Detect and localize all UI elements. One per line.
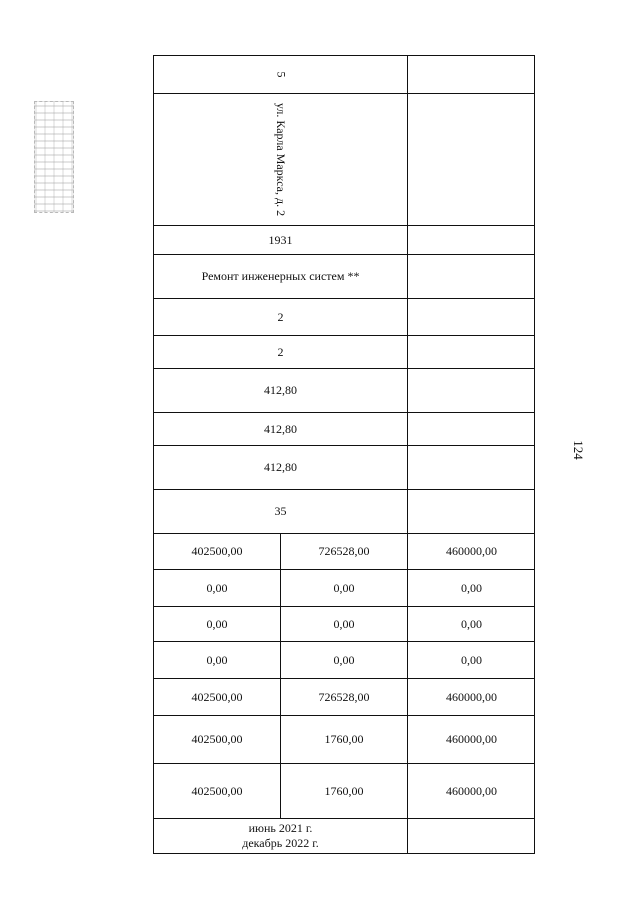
table-row [154, 763, 534, 818]
table-row [154, 254, 534, 298]
period-cell [154, 819, 408, 853]
table-cell: 0,00 [461, 616, 482, 631]
table-cell: 2 [154, 336, 408, 368]
table-cell-empty [408, 94, 535, 225]
table-cell [154, 56, 408, 93]
table-cell: 1931 [154, 226, 408, 254]
table-cell: 460000,00 [446, 783, 497, 798]
table-cell: 2 [154, 299, 408, 335]
table-row [154, 489, 534, 533]
page-number-text: 124 [571, 440, 586, 460]
table-row [154, 818, 534, 853]
table-cell-empty [408, 336, 535, 368]
table-cell-empty [408, 56, 535, 93]
page-number [568, 436, 588, 464]
table-cell: 0,00 [154, 642, 281, 678]
table-row [154, 335, 534, 368]
table-row [154, 412, 534, 445]
table-cell-empty [408, 299, 535, 335]
table-cell: 0,00 [281, 607, 408, 641]
table-row [154, 606, 534, 641]
table-cell: 0,00 [154, 570, 281, 606]
table-cell: 35 [154, 490, 408, 533]
table-row [154, 533, 534, 569]
table-cell-empty [408, 255, 535, 298]
table-cell: 402500,00 [154, 679, 281, 715]
address-text: ул. Карла Маркса, д. 2 [273, 102, 288, 217]
period-start: июнь 2021 г. [248, 821, 313, 835]
table-cell: 726528,00 [281, 679, 408, 715]
table-row [154, 641, 534, 678]
table-cell [154, 94, 408, 225]
table-row [154, 715, 534, 763]
table-cell: 460000,00 [446, 544, 497, 558]
table-cell: 412,80 [154, 413, 408, 445]
table-cell: 460000,00 [446, 732, 497, 746]
table-cell: 726528,00 [281, 534, 408, 569]
table-cell: 0,00 [461, 652, 482, 667]
table-row [154, 56, 534, 93]
cell-text: 5 [274, 71, 288, 78]
table-row [154, 93, 534, 225]
table-cell: 402500,00 [154, 764, 281, 818]
table-row [154, 569, 534, 606]
table-cell-empty [408, 226, 535, 254]
table-row [154, 298, 534, 335]
table-cell: 412,80 [154, 369, 408, 412]
data-table [153, 55, 535, 854]
table-row [154, 225, 534, 254]
table-cell-empty [408, 819, 535, 853]
table-cell-empty [408, 490, 535, 533]
table-cell: 402500,00 [154, 716, 281, 763]
period-end: декабрь 2022 г. [242, 836, 319, 850]
table-cell: 0,00 [461, 580, 482, 595]
table-row [154, 368, 534, 412]
table-cell-empty [408, 369, 535, 412]
table-cell: 1760,00 [281, 764, 408, 818]
table-row [154, 445, 534, 489]
table-row [154, 678, 534, 715]
table-cell: 0,00 [281, 570, 408, 606]
table-cell: 460000,00 [446, 689, 497, 704]
stamp-mark [34, 101, 74, 213]
table-cell-empty [408, 413, 535, 445]
table-cell: 0,00 [281, 642, 408, 678]
table-cell: Ремонт инженерных систем ** [154, 255, 408, 298]
table-cell: 0,00 [154, 607, 281, 641]
table-cell: 1760,00 [281, 716, 408, 763]
table-cell: 412,80 [154, 446, 408, 489]
table-cell: 402500,00 [154, 534, 281, 569]
table-cell-empty [408, 446, 535, 489]
